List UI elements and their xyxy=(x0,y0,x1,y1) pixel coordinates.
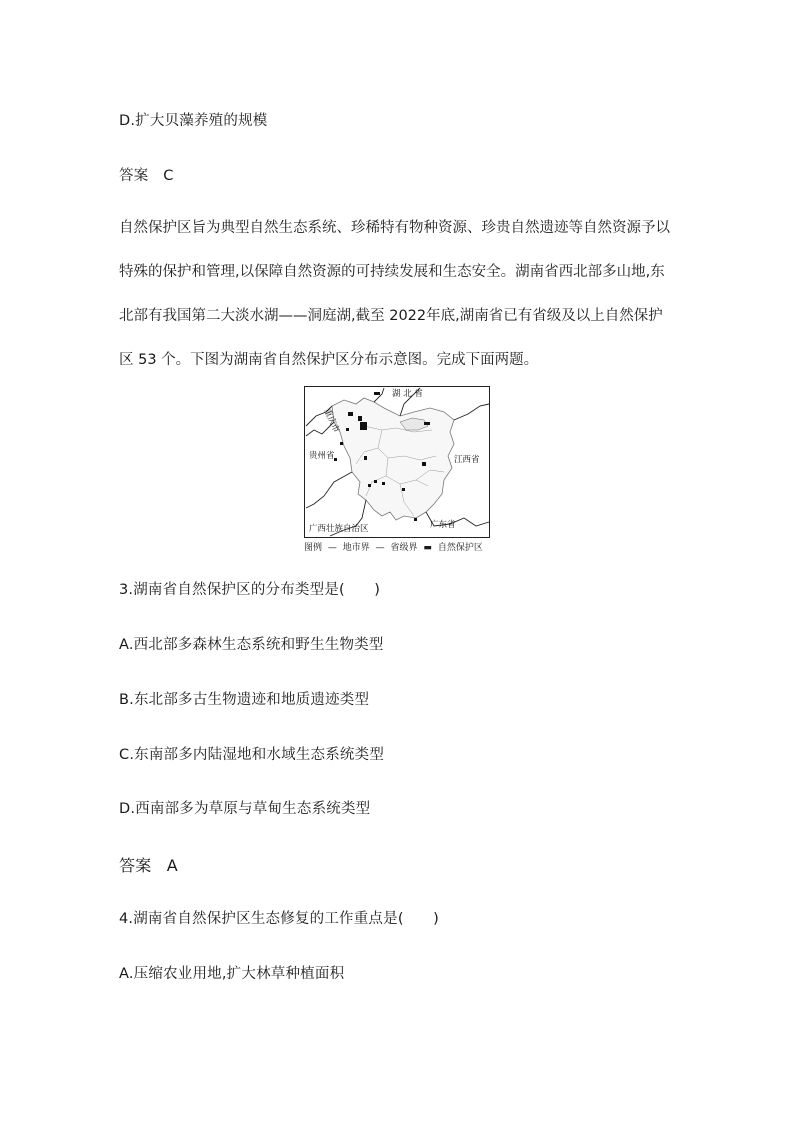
q3-option-a: A.西北部多森林生态系统和野生生物类型 xyxy=(119,637,384,653)
legend-province-line-icon: — xyxy=(375,543,385,553)
previous-option-d: D.扩大贝藻养殖的规模 xyxy=(119,113,268,129)
reserve-marker xyxy=(374,392,380,395)
label-guangdong: 广东省 xyxy=(430,520,456,530)
reserve-marker xyxy=(414,518,417,521)
intro-line: 区 53 个。下图为湖南省自然保护区分布示意图。完成下面两题。 xyxy=(119,352,539,368)
question-3-stem: 3.湖南省自然保护区的分布类型是( ) xyxy=(119,582,381,598)
answer-value: A xyxy=(166,856,178,875)
reserve-marker xyxy=(360,422,367,430)
answer-label: 答案 xyxy=(119,856,152,875)
hunan-reserve-map xyxy=(304,386,490,538)
reserve-marker xyxy=(374,480,377,483)
q4-option-a: A.压缩农业用地,扩大林草种植面积 xyxy=(119,966,345,982)
label-guangxi: 广西壮族自治区 xyxy=(309,524,369,534)
q3-option-b: B.东北部多古生物遗迹和地质遗迹类型 xyxy=(119,692,370,708)
reserve-marker xyxy=(364,456,367,460)
label-guizhou: 贵州省 xyxy=(309,451,335,461)
answer-label: 答案 xyxy=(119,168,149,184)
map-legend xyxy=(304,540,486,553)
reserve-marker xyxy=(382,482,385,485)
q3-option-d: D.西南部多为草原与草甸生态系统类型 xyxy=(119,801,371,817)
q3-option-c: C.东南部多内陆湿地和水域生态系统类型 xyxy=(119,747,385,763)
reserve-marker xyxy=(424,422,430,425)
label-jiangxi: 江西省 xyxy=(454,455,480,465)
reserve-marker xyxy=(346,428,349,431)
answer-value: C xyxy=(163,168,174,184)
legend-reserve-icon: ▬ xyxy=(423,543,432,553)
reserve-marker xyxy=(340,442,343,445)
reserve-marker xyxy=(368,484,371,487)
reserve-marker xyxy=(402,488,405,491)
answer-previous xyxy=(119,164,174,185)
reserve-marker xyxy=(422,462,426,466)
reserve-marker xyxy=(358,416,362,421)
reserve-marker xyxy=(348,412,353,416)
answer-q3 xyxy=(119,853,178,876)
intro-paragraph xyxy=(119,218,681,394)
label-chongqing: 重庆市 xyxy=(321,407,342,435)
legend-city-boundary: 地市界 xyxy=(342,543,370,553)
intro-line: 北部有我国第二大淡水湖——洞庭湖,截至 2022年底,湖南省已有省级及以上自然保护 xyxy=(119,308,663,324)
intro-line: 特殊的保护和管理,以保障自然资源的可持续发展和生态安全。湖南省西北部多山地,东 xyxy=(119,264,665,280)
legend-province-boundary: 省级界 xyxy=(390,543,418,553)
legend-title: 图例 xyxy=(304,543,323,553)
legend-city-line-icon: — xyxy=(327,543,337,553)
legend-reserve: 自然保护区 xyxy=(437,543,483,553)
intro-line: 自然保护区旨为典型自然生态系统、珍稀特有物种资源、珍贵自然遗迹等自然资源予以 xyxy=(119,220,670,236)
label-hubei: 湖 北 省 xyxy=(392,389,423,399)
question-4-stem: 4.湖南省自然保护区生态修复的工作重点是( ) xyxy=(119,911,439,927)
